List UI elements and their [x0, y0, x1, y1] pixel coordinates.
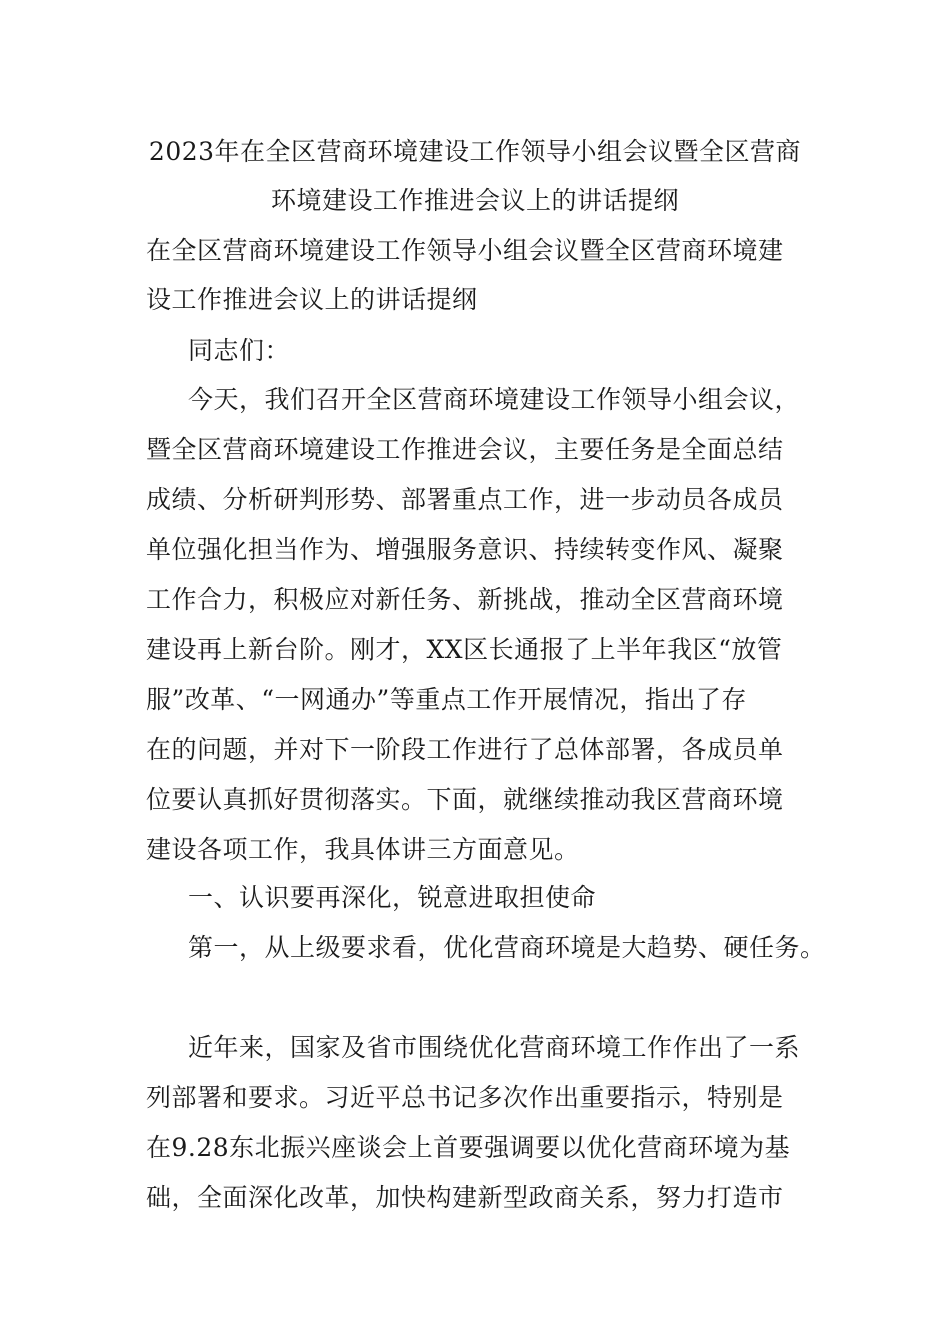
- paragraph-line: 础，全面深化改革，加快构建新型政商关系，努力打造市: [146, 1183, 784, 1212]
- paragraph-line: 在的问题，并对下一阶段工作进行了总体部署，各成员单: [146, 735, 784, 764]
- paragraph-line: 单位强化担当作为、增强服务意识、持续转变作风、凝聚: [146, 535, 784, 564]
- paragraph-line: 位要认真抓好贯彻落实。下面，就继续推动我区营商环境: [146, 785, 784, 814]
- subtitle-line-2: 设工作推进会议上的讲话提纲: [146, 285, 478, 314]
- subtitle-line-1: 在全区营商环境建设工作领导小组会议暨全区营商环境建: [146, 236, 784, 265]
- section-heading: 一、认识要再深化，锐意进取担使命: [188, 883, 597, 912]
- section-point: 第一，从上级要求看，优化营商环境是大趋势、硬任务。: [188, 933, 826, 962]
- paragraph-line: 列部署和要求。习近平总书记多次作出重要指示，特别是: [146, 1083, 784, 1112]
- paragraph-line: 建设再上新台阶。刚才，XX区长通报了上半年我区“放管: [146, 635, 783, 664]
- paragraph-line: 暨全区营商环境建设工作推进会议，主要任务是全面总结: [146, 435, 784, 464]
- salutation: 同志们：: [188, 336, 291, 365]
- paragraph-line: 工作合力，积极应对新任务、新挑战，推动全区营商环境: [146, 585, 784, 614]
- title-line-2: 环境建设工作推进会议上的讲话提纲: [270, 186, 679, 215]
- title-line-1: 2023年在全区营商环境建设工作领导小组会议暨全区营商: [148, 137, 802, 166]
- paragraph-line: 近年来，国家及省市围绕优化营商环境工作作出了一系: [188, 1033, 801, 1062]
- paragraph-line: 服”改革、“一网通办”等重点工作开展情况，指出了存: [146, 685, 747, 714]
- paragraph-line: 成绩、分析研判形势、部署重点工作，进一步动员各成员: [146, 485, 784, 514]
- paragraph-line: 建设各项工作，我具体讲三方面意见。: [146, 835, 580, 864]
- paragraph-line: 在9.28东北振兴座谈会上首要强调要以优化营商环境为基: [146, 1133, 791, 1162]
- paragraph-line: 今天，我们召开全区营商环境建设工作领导小组会议，: [188, 385, 801, 414]
